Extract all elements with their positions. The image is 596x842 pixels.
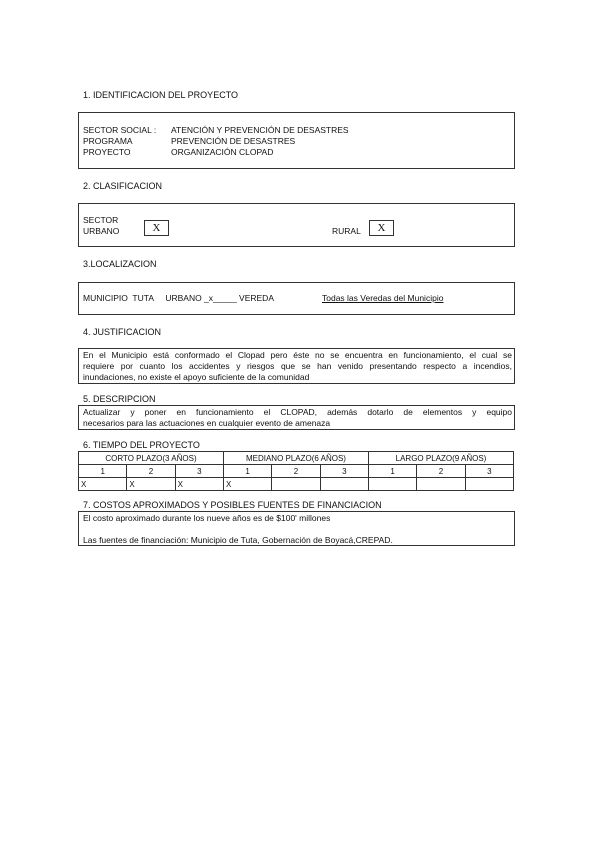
table-header-row — [79, 452, 514, 465]
section-4-heading: 4. JUSTIFICACION — [83, 327, 162, 337]
description-box — [78, 405, 515, 430]
mark-cell: X — [127, 478, 175, 491]
urbano-checkbox[interactable]: X — [144, 220, 169, 236]
description-line-2: necesarios para las actuaciones en cualquier evento de amenaza — [83, 418, 331, 428]
section-2-heading: 2. CLASIFICACION — [83, 181, 163, 191]
programa-label: PROGRAMA — [83, 136, 133, 146]
project-time-table — [78, 451, 514, 491]
cost-line: El costo aproximado durante los nueve años es de $100' millones — [83, 513, 331, 523]
location-box — [78, 282, 515, 315]
justification-box — [78, 348, 515, 384]
mark-cell — [320, 478, 368, 491]
sector-social-value: ATENCIÓN Y PREVENCIÓN DE DESASTRES — [171, 125, 349, 135]
year-cell: 1 — [223, 465, 271, 478]
largo-plazo-header: LARGO PLAZO(9 AÑOS) — [368, 452, 513, 465]
year-cell: 1 — [79, 465, 127, 478]
year-cell: 1 — [368, 465, 416, 478]
year-cell: 2 — [127, 465, 175, 478]
section-3-heading: 3.LOCALIZACION — [83, 259, 157, 269]
mark-cell — [272, 478, 320, 491]
section-7-heading: 7. COSTOS APROXIMADOS Y POSIBLES FUENTES DE FINANCIACION — [83, 500, 382, 510]
classification-box — [78, 203, 515, 247]
sector-label: SECTOR — [83, 215, 119, 225]
mark-cell — [417, 478, 465, 491]
year-cell: 2 — [417, 465, 465, 478]
mark-cell: X — [223, 478, 271, 491]
mediano-plazo-header: MEDIANO PLAZO(6 AÑOS) — [223, 452, 368, 465]
section-5-heading: 5. DESCRIPCION — [83, 394, 156, 404]
programa-value: PREVENCIÓN DE DESASTRES — [171, 136, 296, 146]
costs-box — [78, 511, 515, 546]
proyecto-label: PROYECTO — [83, 147, 131, 157]
year-cell: 3 — [320, 465, 368, 478]
proyecto-value: ORGANIZACIÓN CLOPAD — [171, 147, 274, 157]
vereda-value: Todas las Veredas del Municipio — [322, 293, 444, 303]
mark-cell — [465, 478, 513, 491]
mark-cell — [368, 478, 416, 491]
municipio-text: MUNICIPIO TUTA URBANO _x_____ VEREDA — [83, 293, 274, 303]
section-6-heading: 6. TIEMPO DEL PROYECTO — [83, 440, 200, 450]
justification-line-1: En el Municipio está conformado el Clopad pero éste no se encuentra en funcionamiento, el cual se — [83, 350, 512, 360]
corto-plazo-header: CORTO PLAZO(3 AÑOS) — [79, 452, 224, 465]
rural-label: RURAL — [332, 226, 361, 236]
justification-line-2: requiere por cuanto los accidentes y riesgos que se han venido presentando respecto a incendios, — [83, 361, 512, 371]
identification-box — [78, 112, 515, 169]
table-mark-row — [79, 478, 514, 491]
description-line-1: Actualizar y poner en funcionamiento el CLOPAD, además dotarlo de elementos y equipo — [83, 407, 512, 417]
mark-cell: X — [79, 478, 127, 491]
table-year-row — [79, 465, 514, 478]
year-cell: 3 — [175, 465, 223, 478]
urbano-label: URBANO — [83, 226, 120, 236]
funding-line: Las fuentes de financiación: Municipio de Tuta, Gobernación de Boyacá,CREPAD. — [83, 535, 393, 545]
sector-social-label: SECTOR SOCIAL : — [83, 125, 157, 135]
year-cell: 2 — [272, 465, 320, 478]
year-cell: 3 — [465, 465, 513, 478]
section-1-heading: 1. IDENTIFICACION DEL PROYECTO — [83, 90, 239, 100]
rural-checkbox[interactable]: X — [369, 220, 394, 236]
mark-cell: X — [175, 478, 223, 491]
justification-line-3: inundaciones, no existe el apoyo suficiente de la comunidad — [83, 372, 310, 382]
